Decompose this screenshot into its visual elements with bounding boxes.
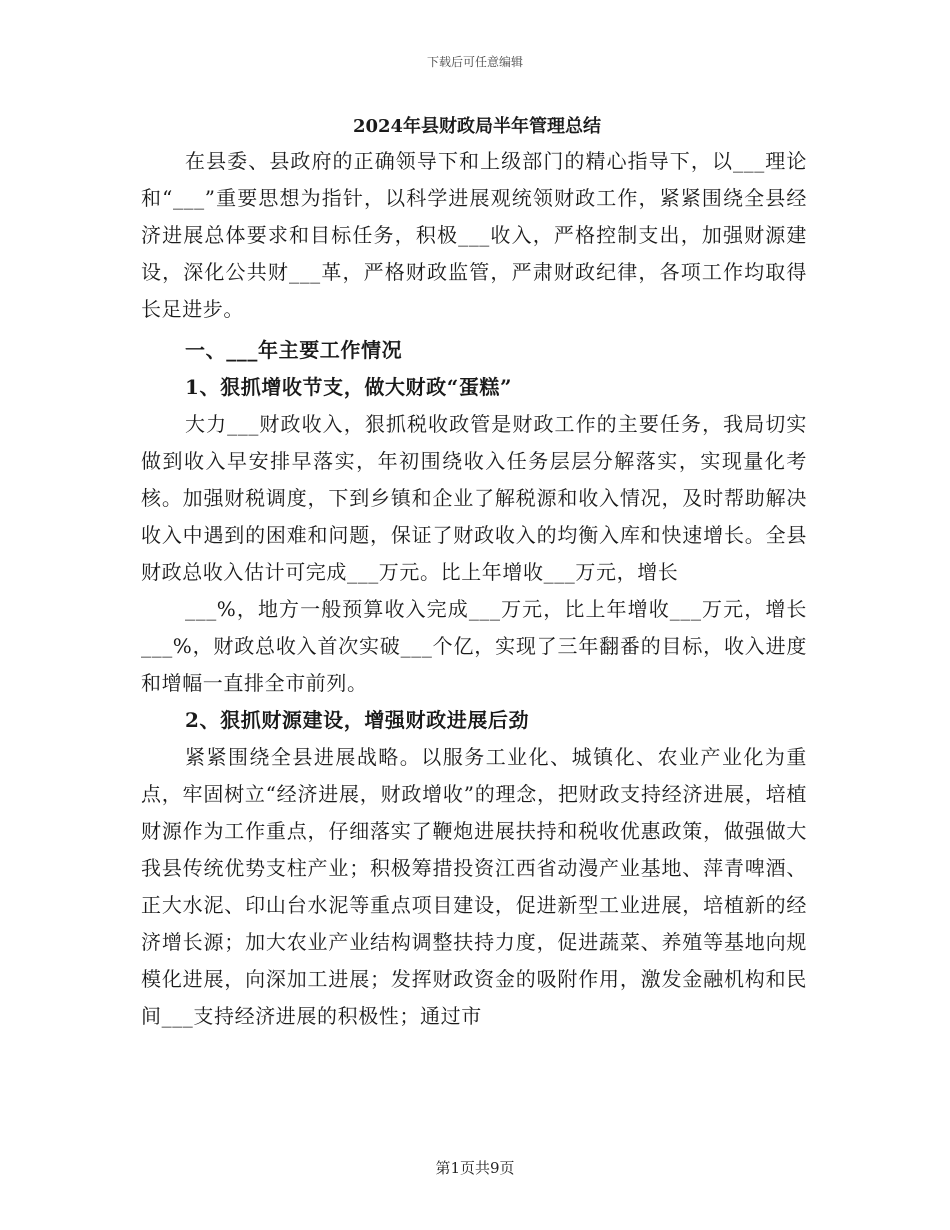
item-heading-1: 1、狠抓增收节支，做大财政“蛋糕” xyxy=(185,375,513,399)
item2-paragraph-1: 紧紧围绕全县进展战略。以服务工业化、城镇化、农业产业化为重点，牢固树立“经济进展，财政增收”的理念，把财政支持经济进展，培植财源作为工作重点，仔细落实了鞭炮进展扶持和税收优惠政策，做强做大我县传统优势支柱产业；积极筹措投资江西省动漫产业基地、萍青啤酒、正大水泥、印山台水泥等重点项目建设，促进新型工业进展，培植新的经济增长源；加大农业产业结构调整扶持力度，促进蔬菜、养殖等基地向规模化进展，向深加工进展；发挥财政资金的吸附作用，激发金融机构和民间___支持经济进展的积极性；通过市 xyxy=(141,745,807,1028)
section-heading-1: 一、___年主要工作情况 xyxy=(185,338,403,362)
item1-paragraph-2: ___%，地方一般预算收入完成___万元，比上年增收___万元，增长___%，财政总收入首次实破___个亿，实现了三年翻番的目标，收入进度和增幅一直排全市前列。 xyxy=(141,597,807,695)
document-body xyxy=(141,112,807,1035)
item-heading-2: 2、狠抓财源建设，增强财政进展后劲 xyxy=(185,708,530,732)
document-title: 2024年县财政局半年管理总结 xyxy=(352,116,602,137)
intro-paragraph: 在县委、县政府的正确领导下和上级部门的精心指导下，以___理论和“___”重要思想为指针，以科学进展观统领财政工作，紧紧围绕全县经济进展总体要求和目标任务，积极___收入，严格控制支出，加强财源建设，深化公共财___革，严格财政监管，严肃财政纪律，各项工作均取得长足进步。 xyxy=(141,149,807,321)
page-number: 第1页共9页 xyxy=(435,1159,515,1177)
page-header-note: 下载后可任意编辑 xyxy=(426,55,523,69)
item1-paragraph-1: 大力___财政收入，狠抓税收政管是财政工作的主要任务，我局切实做到收入早安排早落实，年初围绕收入任务层层分解落实，实现量化考核。加强财税调度，下到乡镇和企业了解税源和收入情况，及时帮助解决收入中遇到的困难和问题，保证了财政收入的均衡入库和快速增长。全县财政总收入估计可完成___万元。比上年增收___万元，增长 xyxy=(141,412,807,584)
